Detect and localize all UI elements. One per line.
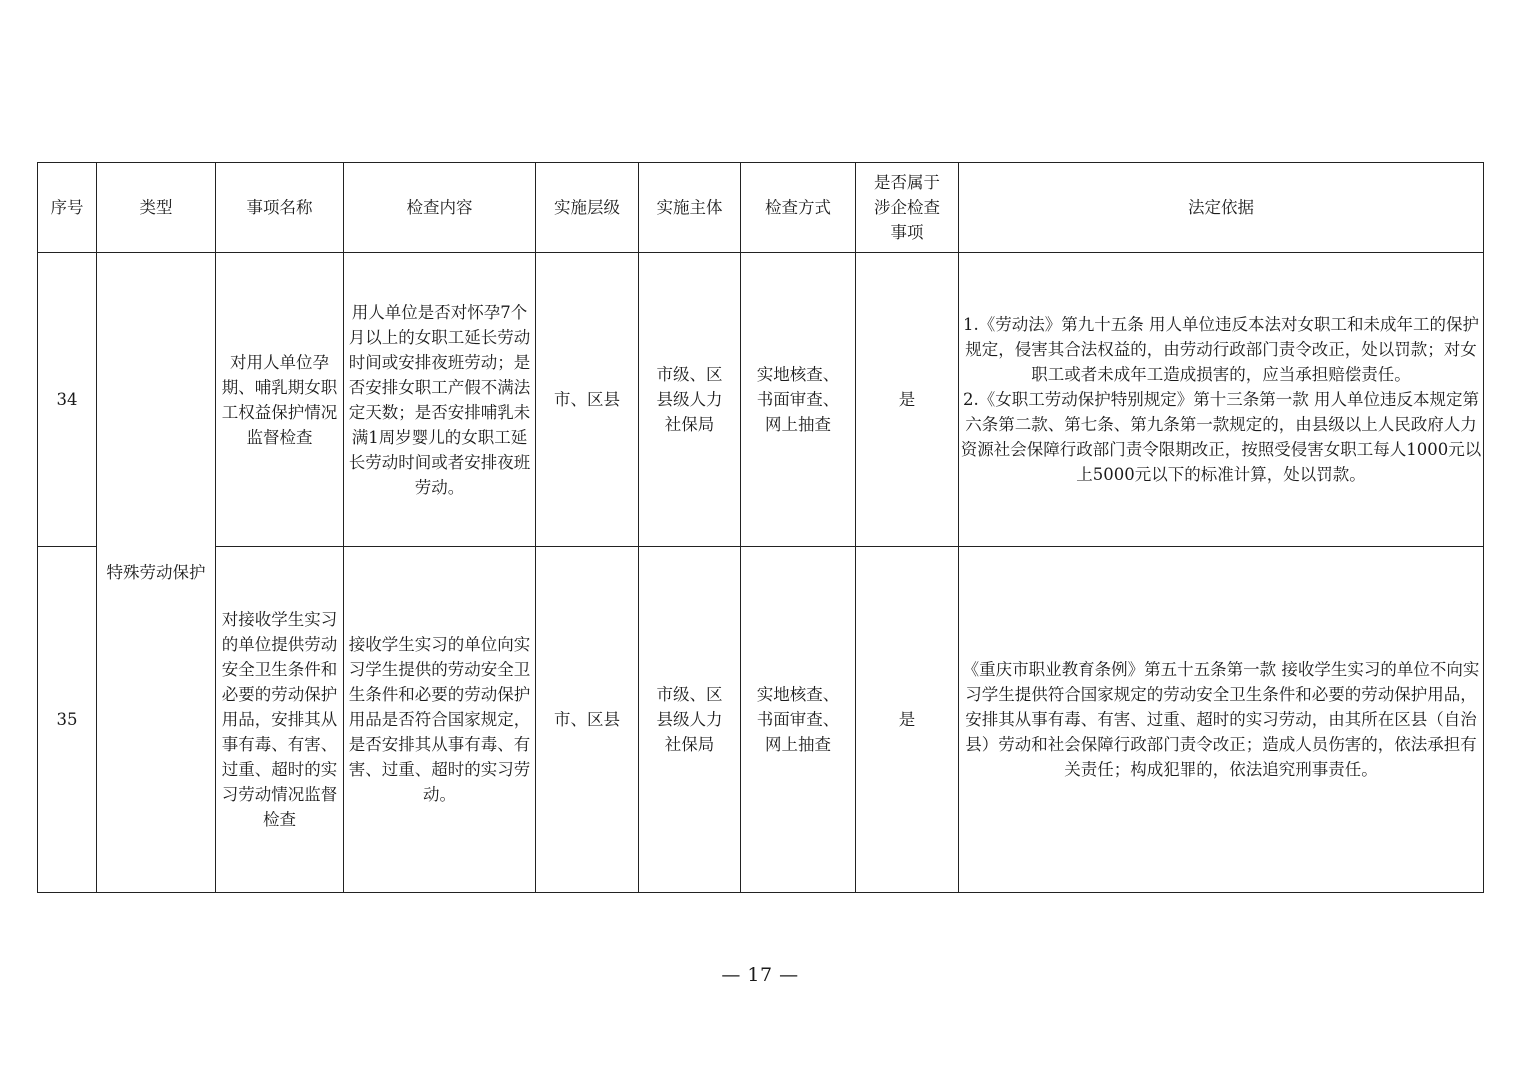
header-level: 实施层级	[536, 163, 639, 253]
row-item-name	[216, 547, 344, 893]
row-seq: 34	[38, 253, 97, 547]
row-basis	[959, 253, 1484, 547]
header-basis: 法定依据	[959, 163, 1484, 253]
row-subject-text: 市级、区县级人力社保局	[656, 365, 723, 434]
row-enterprise: 是	[856, 253, 959, 547]
row-item-name	[216, 253, 344, 547]
row-subject	[639, 253, 741, 547]
row-level: 市、区县	[536, 547, 639, 893]
row-content-text: 用人单位是否对怀孕7个月以上的女职工延长劳动时间或安排夜班劳动；是否安排女职工产假不满法定天数；是否安排哺乳未满1周岁婴儿的女职工延长劳动时间或者安排夜班劳动。	[348, 302, 531, 497]
table-row	[38, 253, 1484, 547]
header-enterprise-label: 是否属于涉企检查事项	[874, 173, 940, 242]
row-content-text: 接收学生实习的单位向实习学生提供的劳动安全卫生条件和必要的劳动保护用品是否符合国家规定，是否安排其从事有毒、有害、过重、超时的实习劳动。	[348, 635, 531, 804]
row-basis	[959, 547, 1484, 893]
row-level: 市、区县	[536, 253, 639, 547]
basis-paragraph: 2.《女职工劳动保护特别规定》第十三条第一款 用人单位违反本规定第六条第二款、第七条、第九条第一款规定的，由县级以上人民政府人力资源社会保障行政部门责令限期改正，按照受侵害女职工每人1000元以上5000元以下的标准计算，处以罚款。	[960, 390, 1482, 484]
row-content	[344, 547, 536, 893]
row-content	[344, 253, 536, 547]
header-item-name: 事项名称	[216, 163, 344, 253]
row-item-name-text: 对用人单位孕期、哺乳期女职工权益保护情况监督检查	[221, 352, 338, 447]
row-type: 特殊劳动保护	[97, 253, 216, 893]
row-method-text: 实地核查、书面审查、网上抽查	[756, 685, 840, 754]
row-enterprise: 是	[856, 547, 959, 893]
inspection-items-table	[37, 162, 1484, 893]
row-method	[741, 547, 856, 893]
table-header-row	[38, 163, 1484, 253]
row-seq: 35	[38, 547, 97, 893]
row-method-text: 实地核查、书面审查、网上抽查	[756, 365, 840, 434]
row-subject-text: 市级、区县级人力社保局	[656, 685, 723, 754]
header-seq: 序号	[38, 163, 97, 253]
basis-paragraph: 1.《劳动法》第九十五条 用人单位违反本法对女职工和未成年工的保护规定，侵害其合法权益的，由劳动行政部门责令改正，处以罚款；对女职工或者未成年工造成损害的，应当承担赔偿责任。	[963, 315, 1479, 384]
header-content: 检查内容	[344, 163, 536, 253]
basis-paragraph: 《重庆市职业教育条例》第五十五条第一款 接收学生实习的单位不向实习学生提供符合国家规定的劳动安全卫生条件和必要的劳动保护用品，安排其从事有毒、有害、过重、超时的实习劳动，由其所在区县（自治县）劳动和社会保障行政部门责令改正；造成人员伤害的，依法承担有关责任；构成犯罪的，依法追究刑事责任。	[962, 660, 1480, 779]
row-method	[741, 253, 856, 547]
row-subject	[639, 547, 741, 893]
header-subject: 实施主体	[639, 163, 741, 253]
header-enterprise	[856, 163, 959, 253]
table-row	[38, 547, 1484, 893]
header-type: 类型	[97, 163, 216, 253]
row-item-name-text: 对接收学生实习的单位提供劳动安全卫生条件和必要的劳动保护用品，安排其从事有毒、有害、过重、超时的实习劳动情况监督检查	[221, 610, 338, 829]
page-number: — 17 —	[721, 964, 799, 986]
header-method: 检查方式	[741, 163, 856, 253]
